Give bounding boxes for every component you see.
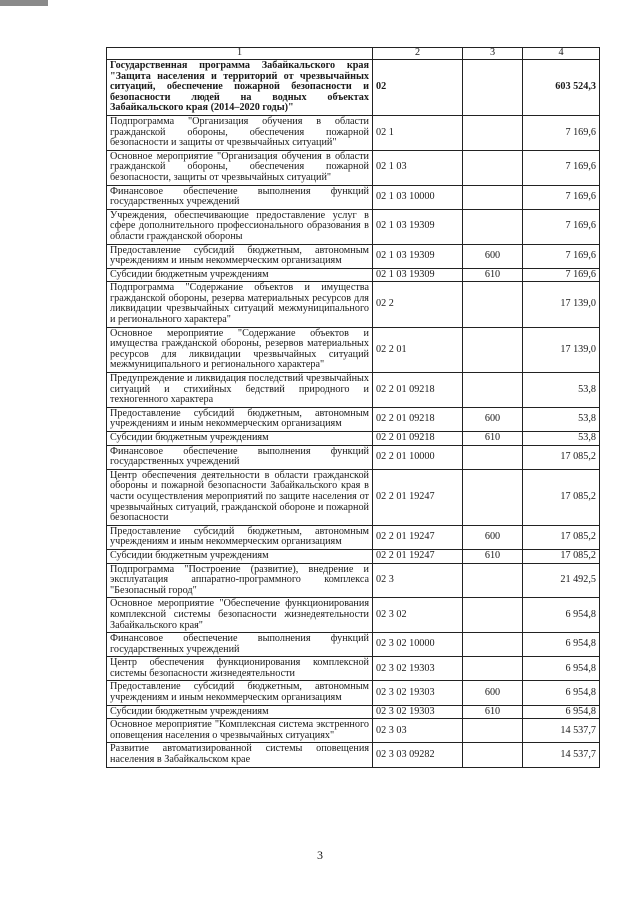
- row-amount-cell: 53,8: [523, 407, 600, 431]
- row-expense-type-cell: 610: [463, 432, 523, 446]
- row-expense-type-cell: [463, 185, 523, 209]
- row-expense-type-cell: 600: [463, 525, 523, 549]
- row-amount-cell: 53,8: [523, 373, 600, 408]
- row-amount-cell: 17 085,2: [523, 445, 600, 469]
- row-amount-cell: 14 537,7: [523, 719, 600, 743]
- row-amount-cell: 17 085,2: [523, 469, 600, 525]
- row-amount-cell: 53,8: [523, 432, 600, 446]
- row-code-cell: 02 3 03: [373, 719, 463, 743]
- row-code-cell: 02: [373, 60, 463, 116]
- row-amount-cell: 6 954,8: [523, 598, 600, 633]
- table-row: [107, 549, 600, 563]
- row-amount-cell: 17 139,0: [523, 282, 600, 327]
- row-expense-type-cell: [463, 150, 523, 185]
- row-expense-type-cell: [463, 445, 523, 469]
- row-code-cell: 02 1 03 10000: [373, 185, 463, 209]
- row-name-cell: Центр обеспечения функционирования комплексной системы безопасности жизнедеятельности: [107, 657, 373, 681]
- row-code-cell: 02 3 02 10000: [373, 633, 463, 657]
- table-row: [107, 60, 600, 116]
- row-code-cell: 02 1 03 19309: [373, 268, 463, 282]
- row-expense-type-cell: 600: [463, 681, 523, 705]
- scan-corner-mark: [0, 0, 48, 6]
- column-header-code: 2: [373, 48, 463, 60]
- row-amount-cell: 7 169,6: [523, 244, 600, 268]
- table-row: [107, 657, 600, 681]
- row-amount-cell: 6 954,8: [523, 705, 600, 719]
- row-code-cell: 02 3: [373, 563, 463, 598]
- table-row: [107, 115, 600, 150]
- row-code-cell: 02 3 02: [373, 598, 463, 633]
- row-name-cell: Субсидии бюджетным учреждениям: [107, 268, 373, 282]
- row-name-cell: Финансовое обеспечение выполнения функций государственных учреждений: [107, 633, 373, 657]
- row-expense-type-cell: [463, 743, 523, 767]
- row-name-cell: Предоставление субсидий бюджетным, автономным учреждениям и иным некоммерческим организациям: [107, 681, 373, 705]
- table-row: [107, 150, 600, 185]
- row-code-cell: 02 3 02 19303: [373, 705, 463, 719]
- row-amount-cell: 17 085,2: [523, 549, 600, 563]
- table-body: [107, 60, 600, 768]
- row-amount-cell: 17 085,2: [523, 525, 600, 549]
- row-name-cell: Предоставление субсидий бюджетным, автономным учреждениям и иным некоммерческим организациям: [107, 244, 373, 268]
- row-name-cell: Основное мероприятие "Комплексная система экстренного оповещения населения о чрезвычайных ситуациях": [107, 719, 373, 743]
- table-row: [107, 598, 600, 633]
- row-expense-type-cell: [463, 469, 523, 525]
- row-amount-cell: 7 169,6: [523, 268, 600, 282]
- row-amount-cell: 6 954,8: [523, 657, 600, 681]
- row-expense-type-cell: [463, 719, 523, 743]
- row-code-cell: 02 2 01 19247: [373, 549, 463, 563]
- row-amount-cell: 7 169,6: [523, 185, 600, 209]
- row-amount-cell: 7 169,6: [523, 115, 600, 150]
- row-code-cell: 02 2 01 09218: [373, 432, 463, 446]
- row-code-cell: 02 3 03 09282: [373, 743, 463, 767]
- row-expense-type-cell: 610: [463, 268, 523, 282]
- row-code-cell: 02 2 01 09218: [373, 373, 463, 408]
- table-row: [107, 633, 600, 657]
- row-amount-cell: 6 954,8: [523, 681, 600, 705]
- table-header-row: [107, 48, 600, 60]
- row-code-cell: 02 2: [373, 282, 463, 327]
- row-expense-type-cell: [463, 60, 523, 116]
- table-row: [107, 469, 600, 525]
- row-code-cell: 02 2 01 19247: [373, 525, 463, 549]
- row-name-cell: Финансовое обеспечение выполнения функций государственных учреждений: [107, 445, 373, 469]
- table-row: [107, 525, 600, 549]
- row-amount-cell: 17 139,0: [523, 327, 600, 372]
- row-name-cell: Предоставление субсидий бюджетным, автономным учреждениям и иным некоммерческим организациям: [107, 407, 373, 431]
- row-expense-type-cell: 600: [463, 407, 523, 431]
- row-expense-type-cell: [463, 598, 523, 633]
- row-code-cell: 02 3 02 19303: [373, 657, 463, 681]
- column-header-name: 1: [107, 48, 373, 60]
- row-code-cell: 02 3 02 19303: [373, 681, 463, 705]
- row-name-cell: Центр обеспечения деятельности в области гражданской обороны и пожарной безопасности Забайкальского края в части осуществления мероприятий по защите населения от чрезвычайных ситуаций, гражданской обороне и пожарной безопасности: [107, 469, 373, 525]
- budget-table: [106, 47, 600, 768]
- row-code-cell: 02 2 01 09218: [373, 407, 463, 431]
- row-name-cell: Основное мероприятие "Содержание объектов и имущества гражданской обороны, резервов материальных ресурсов для ликвидации чрезвычайных ситуаций межмуниципального и регионального характера": [107, 327, 373, 372]
- row-expense-type-cell: 610: [463, 705, 523, 719]
- row-amount-cell: 7 169,6: [523, 150, 600, 185]
- table-row: [107, 209, 600, 244]
- row-name-cell: Субсидии бюджетным учреждениям: [107, 549, 373, 563]
- table-row: [107, 705, 600, 719]
- table-row: [107, 244, 600, 268]
- table-row: [107, 563, 600, 598]
- row-amount-cell: 7 169,6: [523, 209, 600, 244]
- column-header-amount: 4: [523, 48, 600, 60]
- table-row: [107, 373, 600, 408]
- row-name-cell: Финансовое обеспечение выполнения функций государственных учреждений: [107, 185, 373, 209]
- row-code-cell: 02 1 03: [373, 150, 463, 185]
- row-expense-type-cell: [463, 657, 523, 681]
- row-code-cell: 02 1 03 19309: [373, 244, 463, 268]
- row-amount-cell: 21 492,5: [523, 563, 600, 598]
- row-name-cell: Подпрограмма "Построение (развитие), внедрение и эксплуатация аппаратно-программного комплекса "Безопасный город": [107, 563, 373, 598]
- row-expense-type-cell: [463, 327, 523, 372]
- row-amount-cell: 603 524,3: [523, 60, 600, 116]
- row-name-cell: Предоставление субсидий бюджетным, автономным учреждениям и иным некоммерческим организациям: [107, 525, 373, 549]
- row-name-cell: Государственная программа Забайкальского края "Защита населения и территорий от чрезвычайных ситуаций, обеспечение пожарной безопасности и безопасности людей на водных объектах Забайкальского края (2014–2020 годы)": [107, 60, 373, 116]
- table-row: [107, 432, 600, 446]
- table-row: [107, 282, 600, 327]
- table-row: [107, 327, 600, 372]
- row-code-cell: 02 2 01 10000: [373, 445, 463, 469]
- row-expense-type-cell: [463, 209, 523, 244]
- row-name-cell: Основное мероприятие "Организация обучения в области гражданской обороны, обеспечения пожарной безопасности, защиты от чрезвычайных ситуаций": [107, 150, 373, 185]
- row-expense-type-cell: 610: [463, 549, 523, 563]
- page-number: 3: [317, 848, 323, 862]
- row-amount-cell: 14 537,7: [523, 743, 600, 767]
- row-name-cell: Основное мероприятие "Обеспечение функционирования комплексной системы безопасности жизнедеятельности Забайкальского края": [107, 598, 373, 633]
- table-row: [107, 743, 600, 767]
- row-code-cell: 02 1 03 19309: [373, 209, 463, 244]
- row-name-cell: Подпрограмма "Организация обучения в области гражданской обороны, обеспечения пожарной безопасности и защиты от чрезвычайных ситуаций": [107, 115, 373, 150]
- row-name-cell: Развитие автоматизированной системы оповещения населения в Забайкальском крае: [107, 743, 373, 767]
- column-header-expense-type: 3: [463, 48, 523, 60]
- row-code-cell: 02 1: [373, 115, 463, 150]
- row-amount-cell: 6 954,8: [523, 633, 600, 657]
- row-expense-type-cell: [463, 282, 523, 327]
- table-row: [107, 719, 600, 743]
- row-expense-type-cell: [463, 115, 523, 150]
- row-name-cell: Субсидии бюджетным учреждениям: [107, 432, 373, 446]
- table-row: [107, 681, 600, 705]
- row-name-cell: Субсидии бюджетным учреждениям: [107, 705, 373, 719]
- table-row: [107, 445, 600, 469]
- row-name-cell: Подпрограмма "Содержание объектов и имущества гражданской обороны, резерва материальных ресурсов для ликвидации чрезвычайных ситуаций межмуниципального и регионального характера": [107, 282, 373, 327]
- row-name-cell: Учреждения, обеспечивающие предоставление услуг в сфере дополнительного профессионального образования в области гражданской обороны: [107, 209, 373, 244]
- row-expense-type-cell: [463, 563, 523, 598]
- row-expense-type-cell: [463, 373, 523, 408]
- table-row: [107, 268, 600, 282]
- row-name-cell: Предупреждение и ликвидация последствий чрезвычайных ситуаций и стихийных бедствий природного и техногенного характера: [107, 373, 373, 408]
- row-code-cell: 02 2 01: [373, 327, 463, 372]
- table-row: [107, 185, 600, 209]
- table-row: [107, 407, 600, 431]
- row-code-cell: 02 2 01 19247: [373, 469, 463, 525]
- row-expense-type-cell: 600: [463, 244, 523, 268]
- row-expense-type-cell: [463, 633, 523, 657]
